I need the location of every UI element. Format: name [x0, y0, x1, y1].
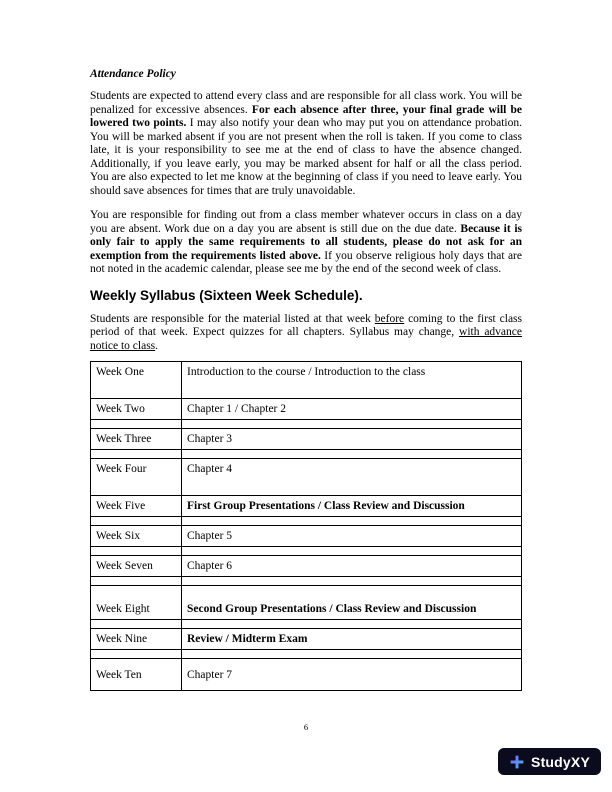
table-spacer-row [91, 547, 522, 556]
table-row [91, 429, 522, 450]
table-row [91, 586, 522, 620]
table-spacer-row [91, 517, 522, 526]
weekly-syllabus-table [90, 361, 522, 691]
week-label-cell: Week Nine [91, 629, 182, 650]
week-content-cell: Chapter 5 [182, 526, 522, 547]
table-spacer-row [91, 577, 522, 586]
attendance-policy-heading: Attendance Policy [90, 68, 176, 80]
spacer-cell [182, 650, 522, 659]
week-label-cell: Week One [91, 362, 182, 399]
table-row [91, 659, 522, 691]
table-row [91, 556, 522, 577]
attendance-paragraph-2: You are responsible for finding out from a class member whatever occurs in class on a day you are absent. Work due on a day you are absent is still due on the due date. Because it is only fair to apply the same requirements to all students, please do not ask for an exemption from the requirements listed above. If you observe religious holy days that are not noted in the academic calendar, please see me by the end of the second week of class. [90, 209, 522, 275]
spacer-cell [182, 620, 522, 629]
week-content-cell: Review / Midterm Exam [182, 629, 522, 650]
page-number: 6 [303, 722, 309, 732]
brand-study: Study [531, 753, 571, 770]
weekly-syllabus-heading: Weekly Syllabus (Sixteen Week Schedule). [90, 287, 363, 303]
week-label-cell: Week Four [91, 459, 182, 496]
attendance-paragraph-1: Students are expected to attend every class and are responsible for all class work. You will be penalized for excessive absences. For each absence after three, your final grade will be lowered two points. I may also notify your dean who may put you on attendance probation. You will be marked absent if you are not present when the roll is taken. If you come to class late, it is your responsibility to see me at the end of class to have the absence changed. Additionally, if you leave early, you may be marked absent for half or all the class period. You are also expected to let me know at the beginning of class if you need to leave early. You should save absences for times that are truly unavoidable. [90, 90, 522, 197]
spacer-cell [182, 547, 522, 556]
table-row [91, 496, 522, 517]
table-row [91, 459, 522, 496]
week-content-cell: Second Group Presentations / Class Review and Discussion [182, 586, 522, 620]
week-content-cell: Introduction to the course / Introduction to the class [182, 362, 522, 399]
syllabus-table-body [91, 362, 522, 691]
week-content-cell: Chapter 1 / Chapter 2 [182, 399, 522, 420]
brand-xy: XY [570, 753, 590, 770]
week-label-cell: Week Two [91, 399, 182, 420]
week-content-cell: Chapter 6 [182, 556, 522, 577]
table-spacer-row [91, 450, 522, 459]
week-content-cell: Chapter 7 [182, 659, 522, 691]
spacer-cell [182, 517, 522, 526]
spacer-cell [182, 420, 522, 429]
spacer-cell [91, 577, 182, 586]
spacer-cell [91, 517, 182, 526]
plus-icon [509, 754, 525, 770]
spacer-cell [182, 577, 522, 586]
table-row [91, 362, 522, 399]
brand-wordmark [531, 754, 590, 770]
table-spacer-row [91, 620, 522, 629]
week-label-cell: Week Seven [91, 556, 182, 577]
week-content-cell: Chapter 4 [182, 459, 522, 496]
table-row [91, 629, 522, 650]
week-label-cell: Week Three [91, 429, 182, 450]
spacer-cell [91, 420, 182, 429]
table-spacer-row [91, 420, 522, 429]
page-content [90, 68, 522, 691]
spacer-cell [91, 650, 182, 659]
week-label-cell: Week Eight [91, 586, 182, 620]
week-content-cell: Chapter 3 [182, 429, 522, 450]
week-content-cell: First Group Presentations / Class Review and Discussion [182, 496, 522, 517]
syllabus-intro-paragraph: Students are responsible for the material listed at that week before coming to the first class period of that week. Expect quizzes for all chapters. Syllabus may change, with advance notice to class. [90, 312, 522, 352]
week-label-cell: Week Six [91, 526, 182, 547]
spacer-cell [91, 450, 182, 459]
spacer-cell [182, 450, 522, 459]
week-label-cell: Week Five [91, 496, 182, 517]
spacer-cell [91, 620, 182, 629]
week-label-cell: Week Ten [91, 659, 182, 691]
table-row [91, 526, 522, 547]
spacer-cell [91, 547, 182, 556]
table-spacer-row [91, 650, 522, 659]
table-row [91, 399, 522, 420]
studyxy-brand-badge [498, 748, 601, 775]
